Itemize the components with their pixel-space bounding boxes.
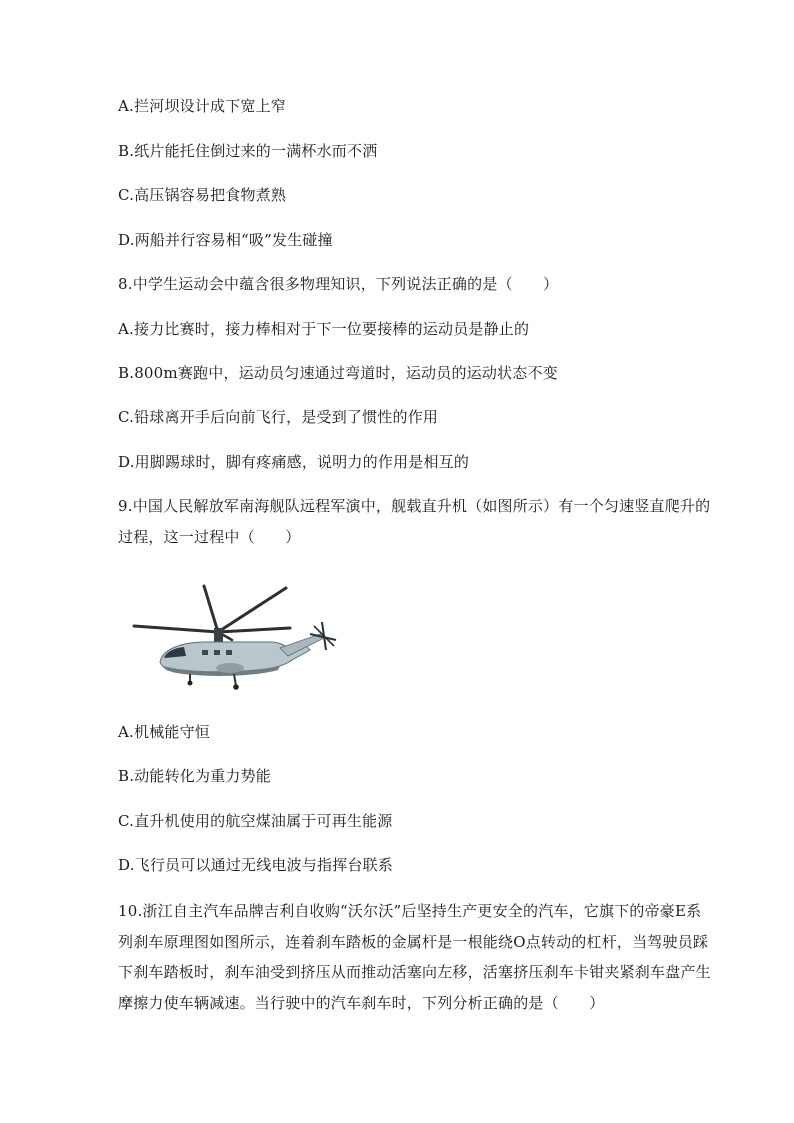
q8-option-b: B.800m赛跑中，运动员匀速通过弯道时，运动员的运动状态不变 [118,364,558,382]
landing-wheel [233,684,239,690]
q9-option-b: B.动能转化为重力势能 [118,767,271,785]
q8-stem: 8.中学生运动会中蕴含很多物理知识，下列说法正确的是（ ） [118,275,559,293]
q9-option-a: A.机械能守恒 [118,723,211,741]
side-window [214,650,220,655]
q10-stem-line2: 列刹车原理图如图所示，连着刹车踏板的金属杆是一根能绕O点转动的杠杆，当驾驶员踩 [118,933,709,951]
side-window [226,650,232,655]
q8-option-d: D.用脚踢球时，脚有疼痛感，说明力的作用是相互的 [118,453,470,471]
rotor-hub [214,628,223,642]
q9-stem-line2: 过程，这一过程中（ ） [118,528,301,546]
side-window [202,650,208,655]
rotor-blade [134,626,218,632]
q7-option-c: C.高压锅容易把食物煮熟 [118,186,287,204]
helicopter-icon [130,582,340,694]
q7-option-a: A.拦河坝设计成下宽上窄 [118,97,287,115]
q9-option-d: D.飞行员可以通过无线电波与指挥台联系 [118,856,394,874]
q7-option-b: B.纸片能托住倒过来的一满杯水而不洒 [118,142,378,160]
landing-wheel [188,681,193,686]
q10-stem-line3: 下刹车踏板时，刹车油受到挤压从而推动活塞向左移，活塞挤压刹车卡钳夹紧刹车盘产生 [118,963,711,981]
q10-stem-line4: 摩擦力使车辆减速。当行驶中的汽车刹车时，下列分析正确的是（ ） [118,994,605,1012]
rotor-blade [204,586,218,632]
q9-stem-line1: 9.中国人民解放军南海舰队远程军演中，舰载直升机（如图所示）有一个匀速竖直爬升的 [118,497,711,515]
helicopter-figure [130,582,340,694]
landing-gear [234,674,236,686]
q8-option-a: A.接力比赛时，接力棒相对于下一位要接棒的运动员是静止的 [118,320,530,338]
q8-option-c: C.铅球离开手后向前飞行，是受到了惯性的作用 [118,408,439,426]
q7-option-d: D.两船并行容易相“吸”发生碰撞 [118,231,333,249]
q9-option-c: C.直升机使用的航空煤油属于可再生能源 [118,812,393,830]
q10-stem-line1: 10.浙江自主汽车品牌吉利自收购“沃尔沃”后坚持生产更安全的汽车，它旗下的帝豪E系 [118,902,702,920]
sponson [216,663,244,673]
rotor-blade [218,628,290,632]
rotor-blade [218,588,286,632]
